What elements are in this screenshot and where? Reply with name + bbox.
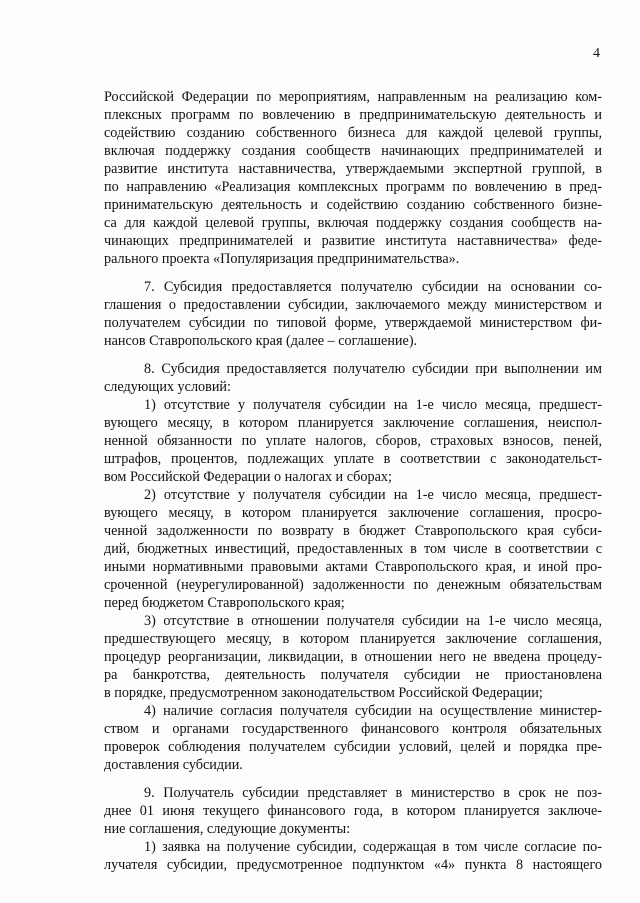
text-line: ненной обязанности по уплате налогов, сборов, страховых взносов, пеней,	[104, 433, 602, 449]
text-line: 1) отсутствие у получателя субсидии на 1-е число месяца, предшест-	[144, 397, 602, 413]
text-line: 3) отсутствие в отношении получателя субсидии на 1-е число месяца,	[144, 613, 602, 629]
text-line: сроченной (неурегулированной) задолженности по денежным обязательствам	[104, 577, 602, 593]
text-line: 8. Субсидия предоставляется получателю субсидии при выполнении им	[144, 361, 602, 377]
text-line: Российской Федерации по мероприятиям, направленным на реализацию ком-	[104, 89, 602, 105]
text-line: процедур реорганизации, ликвидации, в отношении него не введена процеду-	[104, 649, 602, 665]
text-line: иными нормативными правовыми актами Ставропольского края, и иной про-	[104, 559, 602, 575]
text-line: содействию созданию собственного бизнеса для каждой целевой группы,	[104, 125, 602, 141]
text-line: штрафов, процентов, подлежащих уплате в соответствии с законодательст-	[104, 451, 602, 467]
text-line: ние соглашения, следующие документы:	[104, 821, 351, 837]
page-number: 4	[593, 46, 600, 61]
text-line: следующих условий:	[104, 379, 231, 395]
text-line: чинающих предпринимателей и развитие института наставничества» феде-	[104, 233, 602, 249]
text-line: 9. Получатель субсидии представляет в министерство в срок не поз-	[144, 785, 602, 801]
text-line: глашения о предоставлении субсидии, заключаемого между министерством и	[104, 297, 602, 313]
text-line: дий, бюджетных инвестиций, предоставленных в том числе в соответствии с	[104, 541, 602, 557]
text-line: принимательскую деятельность и содействию созданию собственного бизне-	[104, 197, 602, 213]
text-line: доставления субсидии.	[104, 757, 243, 773]
text-line: проверок соблюдения получателем субсидии условий, целей и порядка пре-	[104, 739, 602, 755]
text-line: 1) заявка на получение субсидии, содержащая в том числе согласие по-	[144, 839, 602, 855]
text-line: ченной задолженности по возврату в бюджет Ставропольского края субси-	[104, 523, 602, 539]
text-line: са для каждой целевой группы, включая поддержку создания сообществ на-	[104, 215, 602, 231]
text-line: вующего месяцу, в котором планируется заключение соглашения, неиспол-	[104, 415, 602, 431]
text-line: днее 01 июня текущего финансового года, в котором планируется заключе-	[104, 803, 602, 819]
text-line: предшествующего месяцу, в котором планируется заключение соглашения,	[104, 631, 602, 647]
text-line: рального проекта «Популяризация предпринимательства».	[104, 251, 460, 267]
text-line: ством и органами государственного финансового контроля обязательных	[104, 721, 602, 737]
text-line: по направлению «Реализация комплексных программ по вовлечению в пред-	[104, 179, 602, 195]
text-line: вующего месяцу, в котором планируется заключение соглашения, просро-	[104, 505, 602, 521]
text-line: 7. Субсидия предоставляется получателю субсидии на основании со-	[144, 279, 602, 295]
text-line: 4) наличие согласия получателя субсидии на осуществление министер-	[144, 703, 602, 719]
text-line: в порядке, предусмотренном законодательством Российской Федерации;	[104, 685, 543, 701]
text-line: перед бюджетом Ставропольского края;	[104, 595, 345, 611]
text-line: плексных программ по вовлечению в предпринимательскую деятельность и	[104, 107, 602, 123]
text-line: получателем субсидии по типовой форме, утверждаемой министерством фи-	[104, 315, 602, 331]
text-line: 2) отсутствие у получателя субсидии на 1-е число месяца, предшест-	[144, 487, 602, 503]
text-line: развитие института наставничества, утверждаемыми экспертной группой, в	[104, 161, 602, 177]
text-line: включая поддержку создания сообществ начинающих предпринимателей и	[104, 143, 602, 159]
text-line: вом Российской Федерации о налогах и сборах;	[104, 469, 392, 485]
text-line: ра банкротства, деятельность получателя субсидии не приостановлена	[104, 667, 602, 683]
text-line: лучателя субсидии, предусмотренное подпунктом «4» пункта 8 настоящего	[104, 857, 602, 873]
text-line: нансов Ставропольского края (далее – соглашение).	[104, 333, 418, 349]
